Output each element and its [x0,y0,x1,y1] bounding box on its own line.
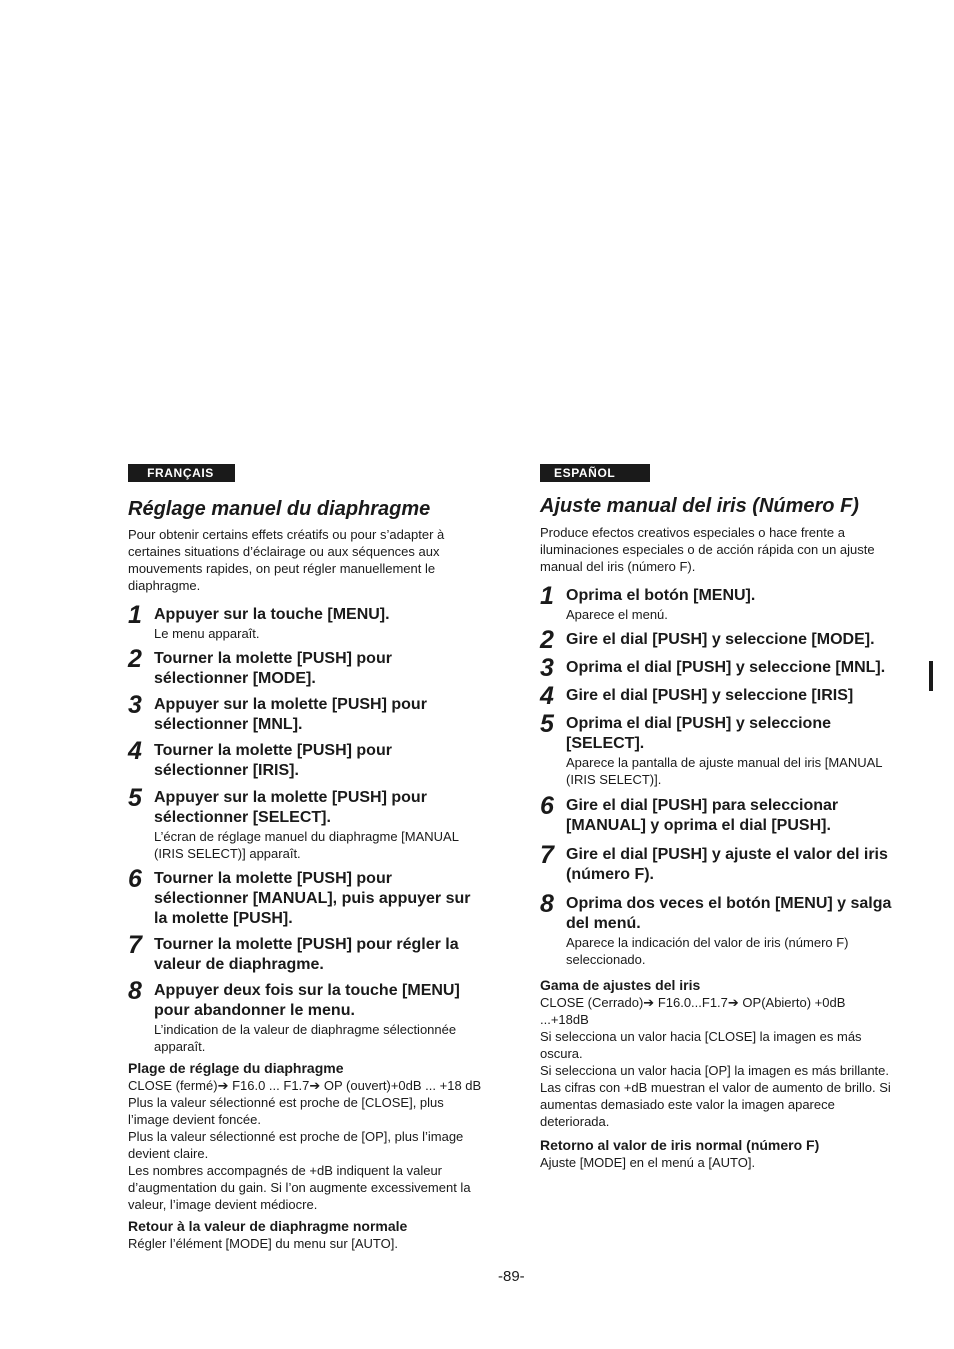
step-spanish-8 [540,890,892,968]
return-heading-french: Retour à la valeur de diaphragme normale [128,1218,408,1234]
step-number: 2 [540,626,554,654]
steps-list-french [128,601,488,1055]
step-number: 8 [128,977,142,1005]
step-number: 3 [540,654,554,682]
language-tag-spanish: ESPAÑOL [540,464,650,482]
step-note: L’écran de réglage manuel du diaphragme [MANUAL (IRIS SELECT)] apparaît. [154,829,459,861]
range-line-french: Les nombres accompagnés de +dB indiquent la valeur d’augmentation du gain. Si l’on augmente excessivement la valeur, l’image devient médiocre. [128,1163,471,1212]
step-note: L’indication de la valeur de diaphragme sélectionnée apparaît. [154,1022,457,1054]
step-note: Aparece la pantalla de ajuste manual del iris [MANUAL (IRIS SELECT)]. [566,755,883,787]
step-number: 8 [540,890,554,918]
step-french-8 [128,977,488,1055]
step-title: Appuyer sur la molette [PUSH] pour sélectionner [SELECT]. [154,789,427,826]
step-spanish-5 [540,710,892,788]
step-number: 1 [540,582,554,610]
step-number: 5 [128,784,142,812]
page-number: -89- [498,1268,525,1285]
step-title: Tourner la molette [PUSH] pour sélectionner [MANUAL], puis appuyer sur la molette [PUSH]. [154,870,471,927]
step-title: Appuyer sur la molette [PUSH] pour sélectionner [MNL]. [154,696,427,733]
step-spanish-3 [540,654,892,682]
step-number: 4 [128,737,142,765]
step-title: Gire el dial [PUSH] y ajuste el valor del iris (número F). [566,846,888,883]
step-title: Tourner la molette [PUSH] pour régler la valeur de diaphragme. [154,936,459,973]
intro-paragraph-spanish: Produce efectos creativos especiales o hace frente a iluminaciones especiales o de acción rápida con un ajuste manual del iris (número F). [540,525,875,574]
step-number: 4 [540,682,554,710]
step-title: Oprima dos veces el botón [MENU] y salga del menú. [566,895,892,932]
step-number: 6 [540,792,554,820]
step-note: Aparece el menú. [566,607,668,622]
step-spanish-6 [540,792,892,836]
step-title: Gire el dial [PUSH] para seleccionar [MANUAL] y oprima el dial [PUSH]. [566,797,839,834]
step-number: 3 [128,691,142,719]
range-line-french: Plus la valeur sélectionné est proche de [OP], plus l’image devient claire. [128,1129,464,1161]
step-title: Tourner la molette [PUSH] pour sélectionner [IRIS]. [154,742,392,779]
range-line-spanish: Las cifras con +dB muestran el valor de aumento de brillo. Si aumentas demasiado este valor la imagen aparece deteriorada. [540,1080,891,1129]
section-title-french: Réglage manuel du diaphragme [128,498,431,520]
range-line-spanish: CLOSE (Cerrado)➔ F16.0...F1.7➔ OP(Abierto) +0dB ...+18dB [540,995,846,1027]
return-text-spanish: Ajuste [MODE] en el menú a [AUTO]. [540,1155,756,1170]
intro-paragraph-french: Pour obtenir certains effets créatifs ou pour s’adapter à certaines situations d’éclairage ou aux séquences aux mouvements rapides, on peut régler manuellement le diaphragme. [128,527,445,593]
step-title: Oprima el dial [PUSH] y seleccione [SELECT]. [566,715,831,752]
step-french-1 [128,601,488,642]
steps-list-spanish [540,582,892,968]
section-title-spanish: Ajuste manual del iris (Número F) [540,495,859,517]
step-number: 6 [128,865,142,893]
step-spanish-4 [540,682,892,710]
range-heading-spanish: Gama de ajustes del iris [540,977,701,993]
range-line-french: CLOSE (fermé)➔ F16.0 ... F1.7➔ OP (ouvert)+0dB ... +18 dB [128,1078,482,1093]
step-title: Gire el dial [PUSH] y seleccione [IRIS] [566,687,854,704]
margin-marker-bar [929,661,933,691]
step-french-7 [128,931,488,975]
language-tag-french: FRANÇAIS [128,464,235,482]
step-french-6 [128,865,488,929]
step-number: 7 [540,841,554,869]
step-title: Appuyer deux fois sur la touche [MENU] pour abandonner le menu. [154,982,460,1019]
range-line-spanish: Si selecciona un valor hacia [OP] la imagen es más brillante. [540,1063,890,1078]
step-french-5 [128,784,488,862]
step-note: Aparece la indicación del valor de iris (número F) seleccionado. [566,935,849,967]
step-french-2 [128,645,488,689]
step-number: 2 [128,645,142,673]
french-column [128,464,488,1252]
step-french-4 [128,737,488,781]
step-note: Le menu apparaît. [154,626,260,641]
step-spanish-2 [540,626,892,654]
step-title: Gire el dial [PUSH] y seleccione [MODE]. [566,631,875,648]
step-title: Tourner la molette [PUSH] pour sélectionner [MODE]. [154,650,392,687]
return-heading-spanish: Retorno al valor de iris normal (número F) [540,1137,820,1153]
spanish-column [540,464,892,1171]
range-line-french: Plus la valeur sélectionné est proche de [CLOSE], plus l’image devient foncée. [128,1095,444,1127]
step-title: Appuyer sur la touche [MENU]. [154,606,390,623]
step-title: Oprima el botón [MENU]. [566,587,756,604]
step-number: 1 [128,601,142,629]
range-line-spanish: Si selecciona un valor hacia [CLOSE] la imagen es más oscura. [540,1029,862,1061]
step-number: 7 [128,931,142,959]
step-title: Oprima el dial [PUSH] y seleccione [MNL]. [566,659,886,676]
step-number: 5 [540,710,554,738]
step-spanish-7 [540,841,892,885]
step-spanish-1 [540,582,892,623]
step-french-3 [128,691,488,735]
return-text-french: Régler l’élément [MODE] du menu sur [AUTO]. [128,1236,398,1251]
range-heading-french: Plage de réglage du diaphragme [128,1060,344,1076]
